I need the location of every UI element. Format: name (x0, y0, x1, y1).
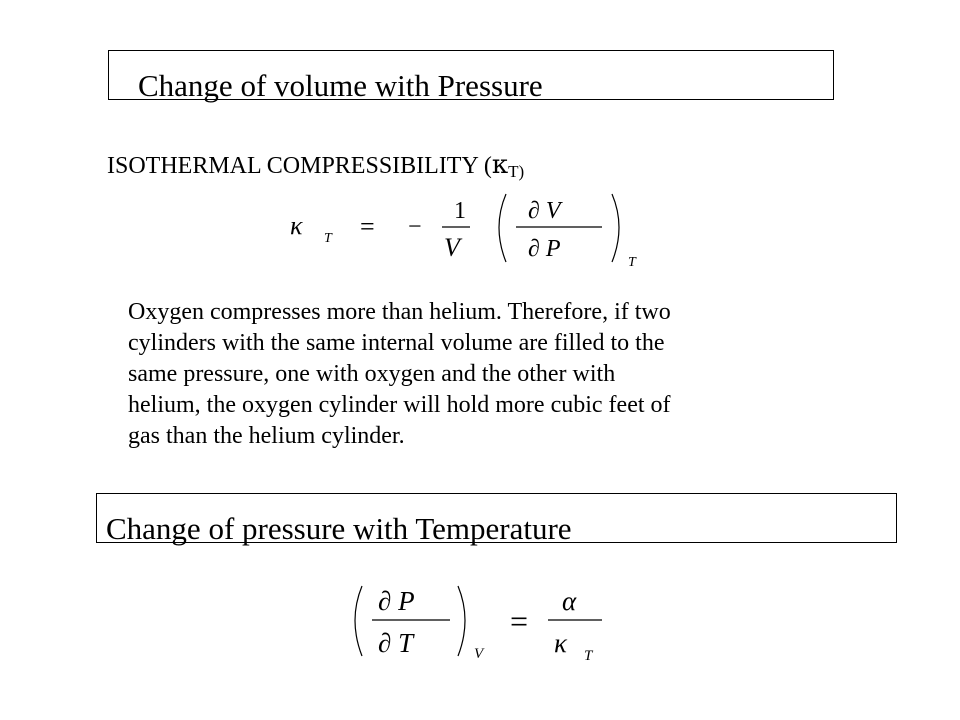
formula2-alpha: α (562, 586, 577, 616)
paragraph-line: Oxygen compresses more than helium. Therefore, if two (128, 299, 671, 325)
formula1-minus: − (408, 214, 422, 240)
paragraph-line: helium, the oxygen cylinder will hold more cubic feet of (128, 392, 671, 418)
formula2-kappa: κ (554, 628, 567, 658)
paragraph-line: gas than the helium cylinder. (128, 423, 405, 449)
heading2-title: Change of pressure with Temperature (106, 511, 572, 546)
formula1-equals: = (360, 212, 375, 241)
pressure-temperature-formula (340, 580, 620, 670)
formula2-left-paren (355, 586, 362, 656)
formula1-dp: ∂ P (528, 236, 561, 262)
formula2-kappa-sub: T (584, 648, 593, 664)
formula2-equals: = (510, 603, 529, 639)
subtitle-text: ISOTHERMAL COMPRESSIBILITY ( (107, 153, 492, 179)
formula1-v: V (444, 233, 460, 262)
formula2-dp: ∂ P (378, 586, 415, 616)
formula1-kappa-sub: T (324, 231, 332, 246)
subtitle-subscript: T) (508, 162, 525, 181)
formula1-dv: ∂ V (528, 198, 561, 224)
paragraph-line: cylinders with the same internal volume are filled to the (128, 330, 665, 356)
compressibility-formula (280, 190, 660, 275)
kappa-symbol: κ (491, 150, 509, 180)
formula1-right-paren (612, 194, 619, 262)
formula1-left-paren (499, 194, 506, 262)
paragraph-line: same pressure, one with oxygen and the other with (128, 361, 616, 387)
formula2-dt: ∂ T (378, 628, 414, 658)
oxygen-helium-paragraph (128, 297, 858, 452)
formula2-right-paren (458, 586, 465, 656)
formula1-one: 1 (454, 198, 466, 224)
heading1-title: Change of volume with Pressure (138, 68, 543, 103)
isothermal-compressibility-label (107, 152, 524, 180)
formula2-outer-sub: V (474, 646, 484, 662)
formula1-outer-sub: T (628, 255, 636, 270)
formula1-kappa: κ (290, 211, 303, 240)
